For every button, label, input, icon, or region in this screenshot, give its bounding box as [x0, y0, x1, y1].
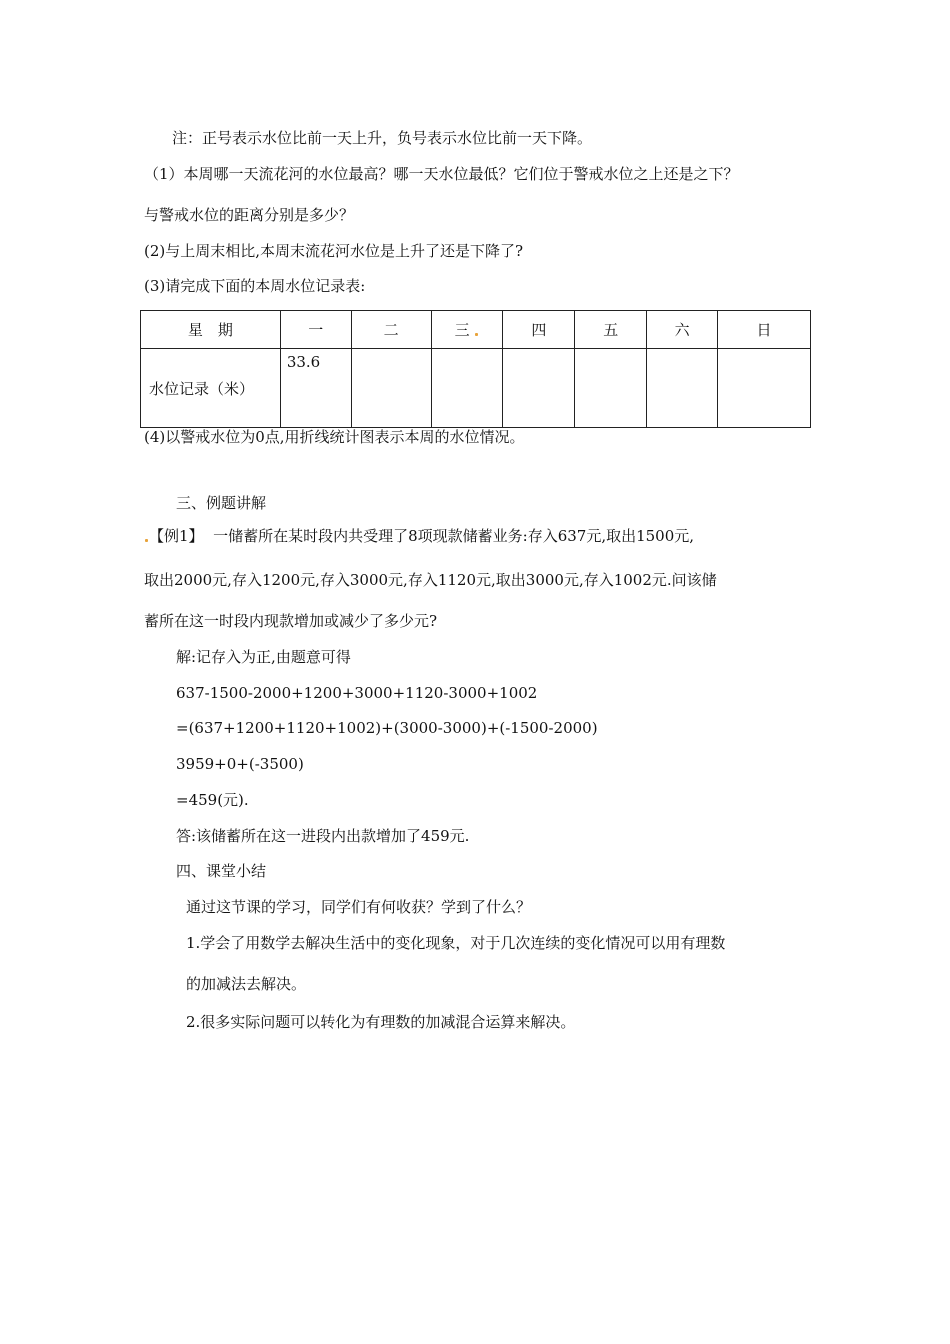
section-4-heading: 四、课堂小结 — [176, 862, 267, 880]
question-4: (4)以警戒水位为0点,用折线统计图表示本周的水位情况。 — [144, 428, 525, 446]
question-3: (3)请完成下面的本周水位记录表: — [144, 277, 366, 295]
table-cell — [718, 349, 811, 428]
day-header: 日 — [718, 311, 811, 349]
example-text: 一储蓄所在某时段内共受理了8项现款储蓄业务:存入637元,取出1500元, — [213, 527, 695, 545]
solution-intro: 解:记存入为正,由题意可得 — [176, 648, 351, 666]
table-cell — [351, 349, 431, 428]
example-1-line-c: 蓄所在这一时段内现款增加或减少了多少元? — [144, 612, 438, 630]
equation-line-2: =(637+1200+1120+1002)+(3000-3000)+(-1500-2000) — [176, 719, 598, 737]
summary-item-1b: 的加减法去解决。 — [186, 975, 307, 993]
equation-line-3: 3959+0+(-3500) — [176, 755, 304, 773]
water-level-table — [140, 310, 811, 428]
table-cell — [431, 349, 503, 428]
question-1-line-b: 与警戒水位的距离分别是多少？ — [144, 206, 355, 224]
row-label: 水位记录（米） — [141, 349, 281, 428]
equation-line-4: =459(元). — [176, 791, 249, 809]
day-header: 一 — [280, 311, 351, 349]
table-cell — [647, 349, 718, 428]
day-header: 二 — [351, 311, 431, 349]
mark-dot — [145, 539, 148, 542]
section-3-heading: 三、例题讲解 — [176, 494, 267, 512]
question-1-line-a: （1）本周哪一天流花河的水位最高？哪一天水位最低？它们位于警戒水位之上还是之下？ — [144, 165, 739, 183]
header-label: 星 期 — [141, 311, 281, 349]
note-line: 注：正号表示水位比前一天上升，负号表示水位比前一天下降。 — [172, 129, 593, 147]
table-cell — [575, 349, 647, 428]
table-header-row — [141, 311, 811, 349]
example-tag: 【例1】 — [149, 527, 204, 545]
table-cell — [503, 349, 575, 428]
day-header: 三 — [431, 311, 503, 349]
day-header: 五 — [575, 311, 647, 349]
summary-intro: 通过这节课的学习，同学们有何收获？学到了什么？ — [186, 898, 532, 916]
example-1-line-a — [144, 526, 694, 546]
answer-line: 答:该储蓄所在这一进段内出款增加了459元. — [176, 827, 470, 845]
table-cell: 33.6 — [280, 349, 351, 428]
day-header: 四 — [503, 311, 575, 349]
table-row — [141, 349, 811, 428]
summary-item-2: 2.很多实际问题可以转化为有理数的加减混合运算来解决。 — [186, 1013, 576, 1031]
mark-dot — [475, 333, 478, 336]
summary-item-1a: 1.学会了用数学去解决生活中的变化现象，对于几次连续的变化情况可以用有理数 — [186, 934, 726, 952]
day-header: 六 — [647, 311, 718, 349]
equation-line-1: 637-1500-2000+1200+3000+1120-3000+1002 — [176, 684, 538, 702]
question-2: (2)与上周末相比,本周末流花河水位是上升了还是下降了? — [144, 242, 524, 260]
example-1-line-b: 取出2000元,存入1200元,存入3000元,存入1120元,取出3000元,存入1002元.问该储 — [144, 571, 717, 589]
